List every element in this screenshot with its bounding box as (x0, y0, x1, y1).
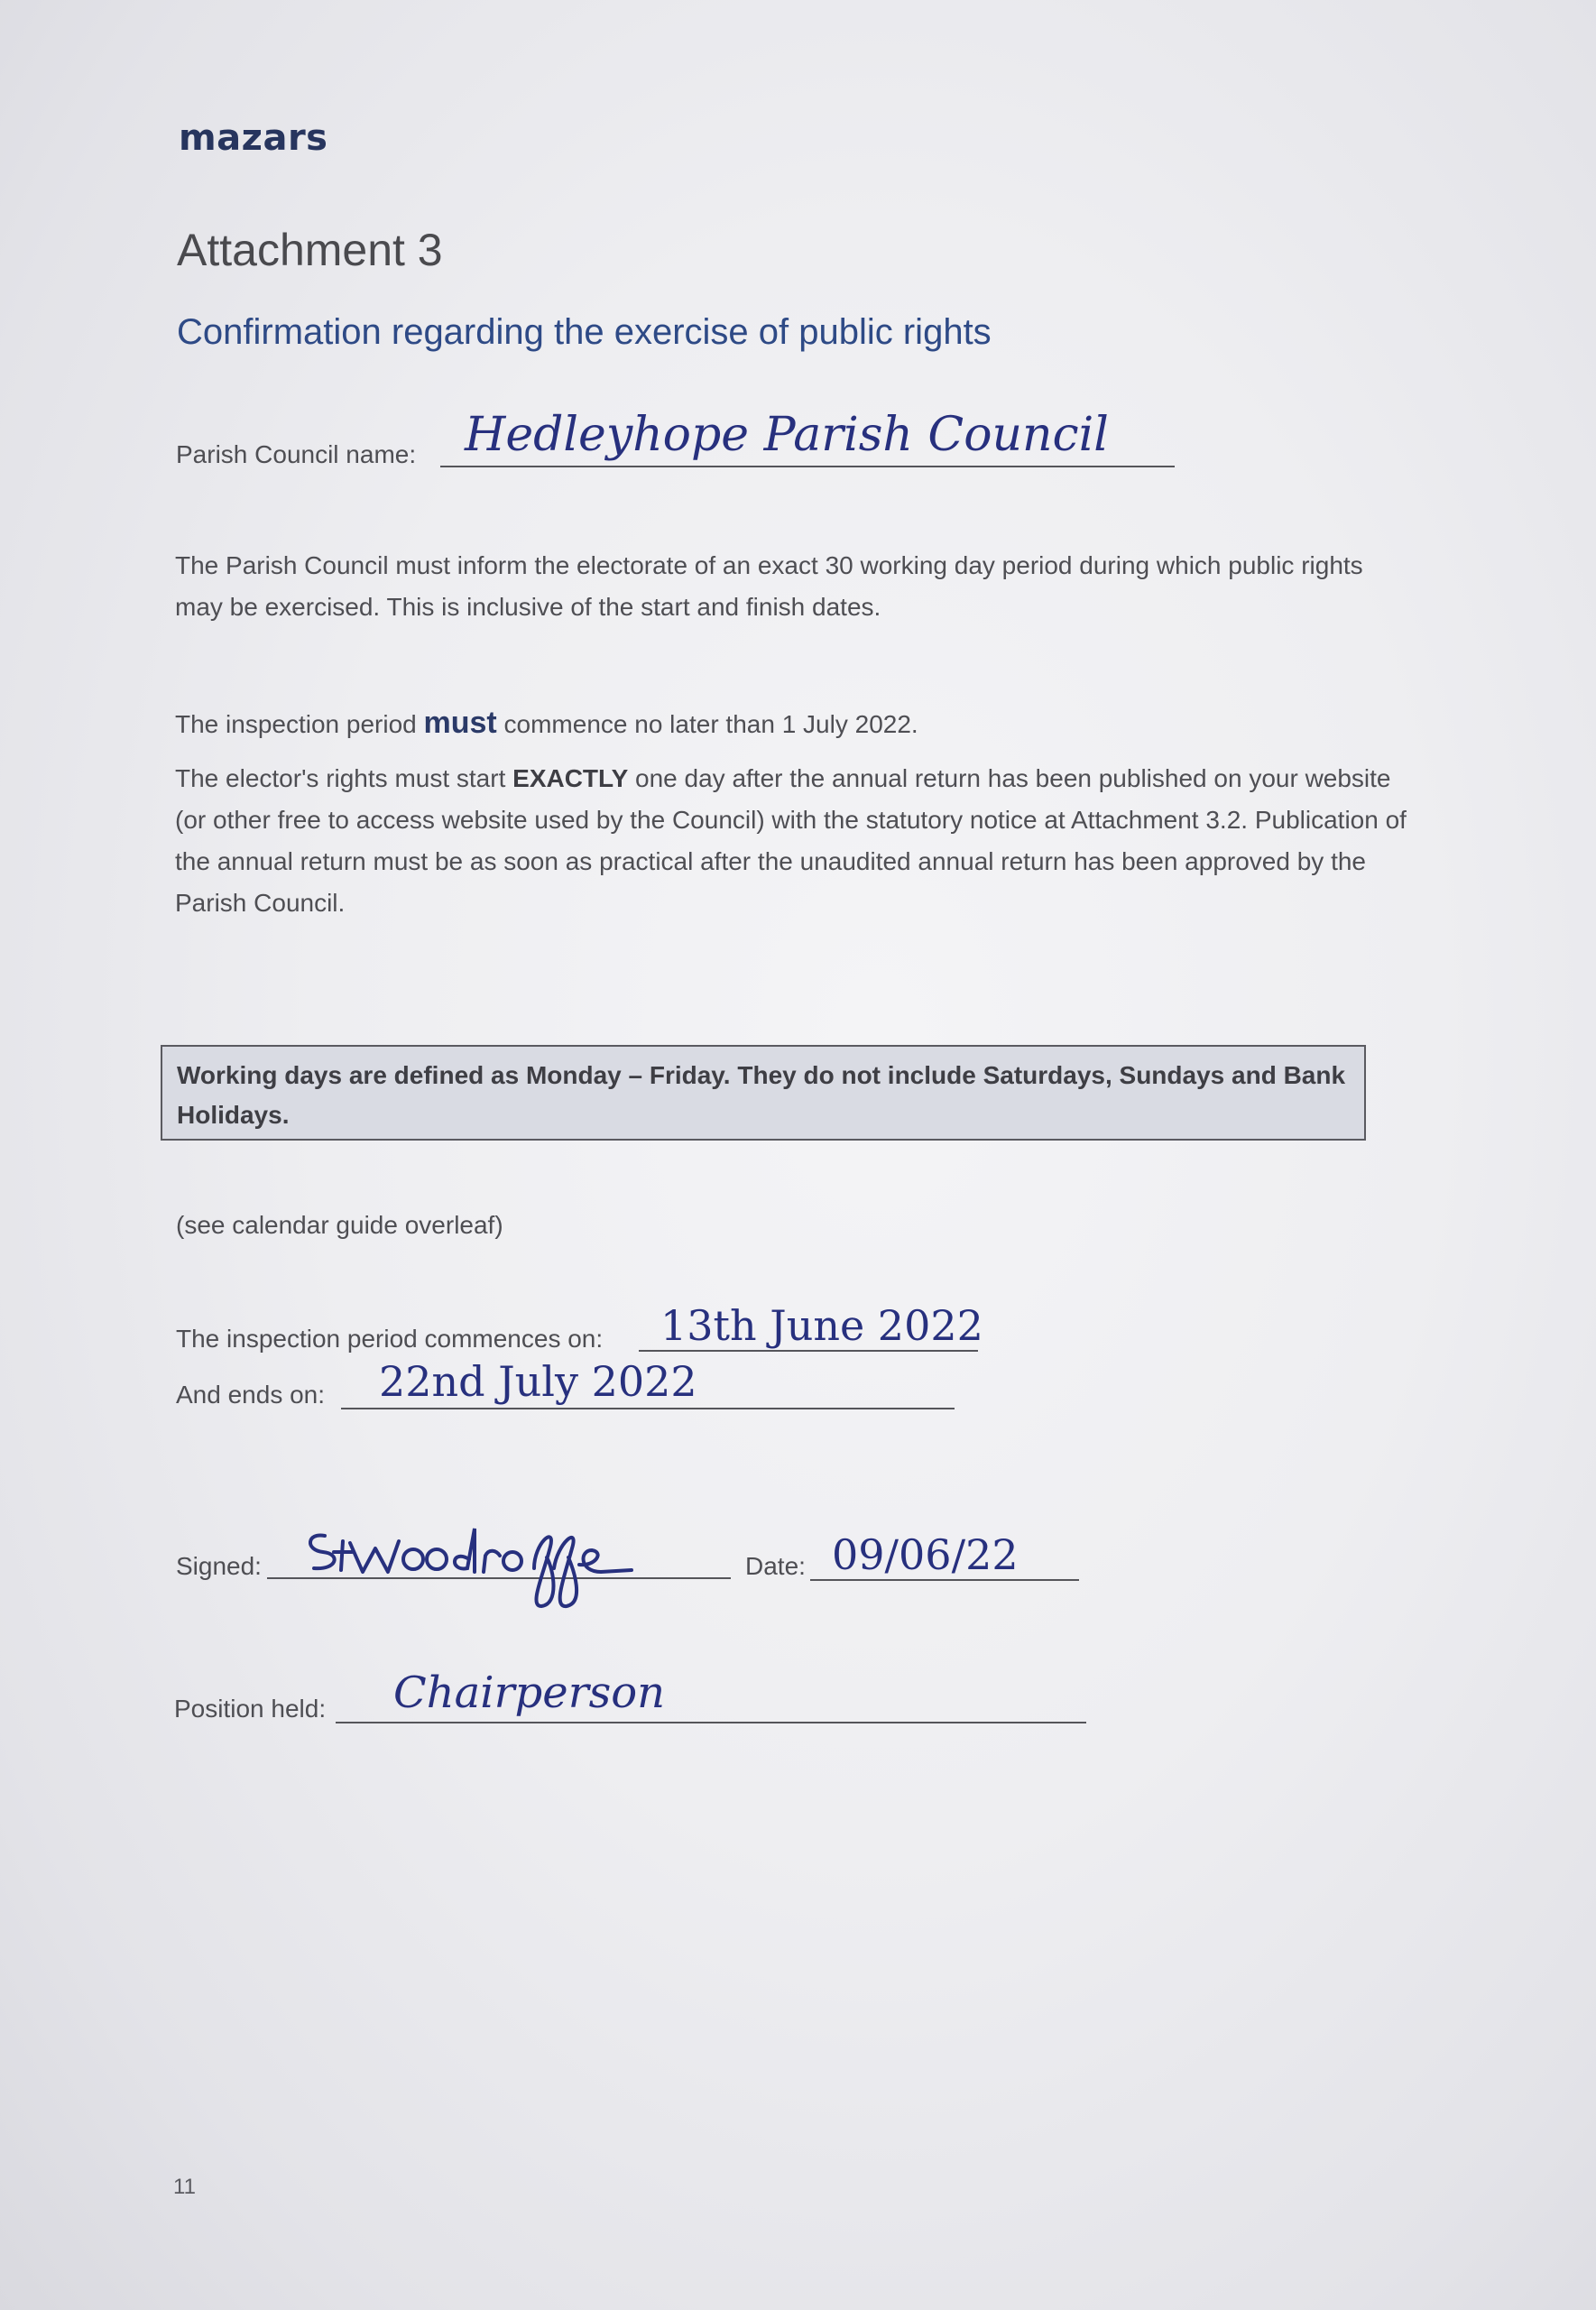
ends-value: 22nd July 2022 (379, 1357, 697, 1406)
paragraph-electorate: The Parish Council must inform the electorate of an exact 30 working day period during which public rights may be exercised. This is inclusive of the start and finish dates. (175, 551, 1363, 621)
p2-text-before: The inspection period (175, 710, 424, 738)
page-subtitle: Confirmation regarding the exercise of public rights (177, 312, 992, 352)
page-title: Attachment 3 (177, 225, 443, 275)
date-line (810, 1579, 1079, 1581)
p2-emphasis: must (423, 706, 497, 740)
date-label: Date: (745, 1552, 806, 1580)
p3-text-before: The elector's rights must start (175, 764, 513, 792)
position-value: Chairperson (393, 1668, 666, 1718)
commences-value: 13th June 2022 (660, 1301, 983, 1350)
p2-text-after: commence no later than 1 July 2022. (496, 710, 918, 738)
parish-name-line (440, 466, 1175, 467)
commences-label: The inspection period commences on: (176, 1325, 604, 1353)
signed-label: Signed: (176, 1552, 262, 1580)
parish-name-value: Hedleyhope Parish Council (465, 408, 1109, 462)
parish-name-label: Parish Council name: (176, 440, 417, 468)
signature-image (298, 1516, 641, 1615)
p3-text-after: one day after the annual return has been published on your website (or other free to access website used by the Council) with the statutory notice at Attachment 3.2. Publication of the annual return must be as soon as practical after the unaudited annual return has been approved by the Parish Council. (175, 764, 1407, 917)
ends-line (341, 1408, 955, 1409)
paragraph-commence (175, 702, 1411, 745)
paragraph-electors-rights (175, 758, 1411, 924)
working-days-note: Working days are defined as Monday – Friday. They do not include Saturdays, Sundays and Bank Holidays. (161, 1045, 1366, 1141)
page-number: 11 (173, 2175, 196, 2199)
position-line (336, 1722, 1086, 1723)
mazars-logo: mazars (179, 117, 328, 159)
ends-label: And ends on: (176, 1381, 326, 1409)
calendar-guide-note: (see calendar guide overleaf) (176, 1211, 503, 1239)
position-label: Position held: (174, 1695, 327, 1723)
p3-emphasis: EXACTLY (512, 764, 629, 792)
date-value: 09/06/22 (832, 1530, 1019, 1579)
commences-line (639, 1350, 978, 1352)
